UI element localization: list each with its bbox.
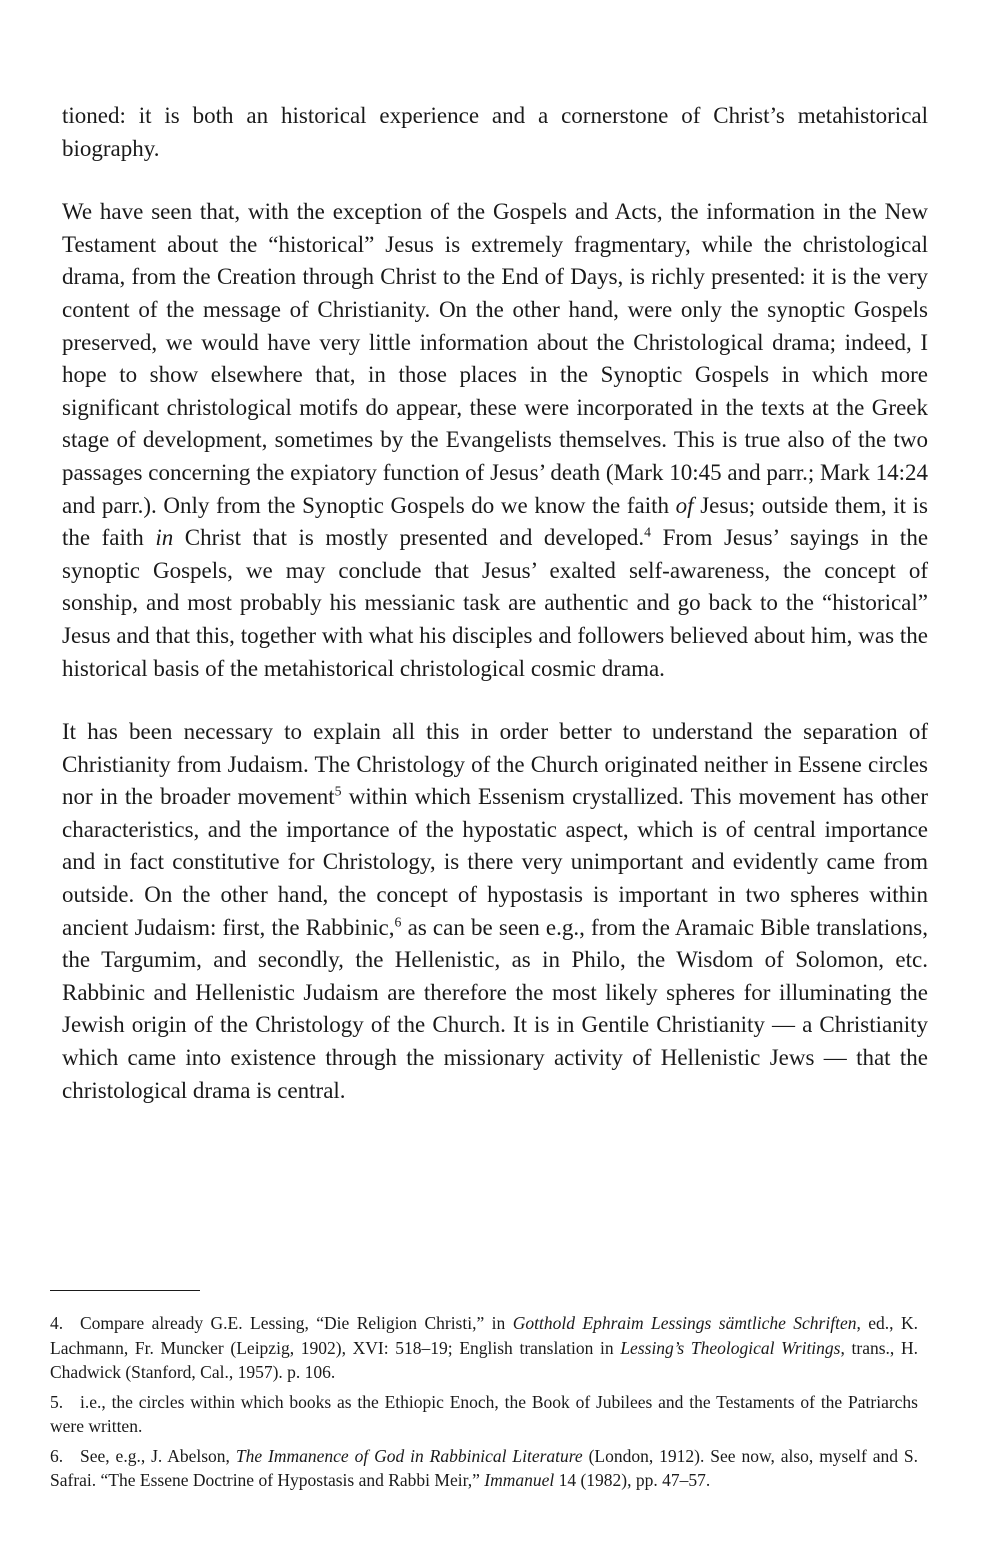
paragraph-3-text-c: as can be seen e.g., from the Aramaic Bible translations, the Targumim, and secondly, the Hellenistic, as in Philo, the Wisdom of Solomon, etc. Rabbinic and Hellenistic Judaism are therefore the most likely spheres for illuminating the Jewish origin of the Christology of the Church. It is in Gentile Christianity — a Christianity which came into existence through the missionary activity of Hellenistic Jews — that the christological drama is central. [62,914,929,1103]
footnote-text: , trans., H. Chadwick (Stanford, Cal., 1957). p. 106. [50,1337,919,1382]
footnote-text: i.e., the circles within which books as the Ethiopic Enoch, the Book of Jubilees and the Testaments of the Patriarchs were written. [50,1391,918,1436]
footnote-ref-6: 6 [394,914,402,929]
paragraph-3 [62,716,928,1107]
footnote-number: 4. [50,1313,64,1333]
main-text [62,100,928,1107]
footnote-text: See, e.g., J. Abelson, [80,1445,230,1466]
footnote-title: The Immanence of God in Rabbinical Literature [235,1445,583,1466]
paragraph-3-text-b: within which Essenism crystallized. This movement has other characteristics, and the importance of the hypostatic aspect, which is of central importance and in fact constitutive for Christology, is there very unimportant and evidently came from outside. On the other hand, the concept of hypostasis is important in two spheres within ancient Judaism: first, the Rabbinic, [62,784,928,940]
footnotes [50,1311,918,1498]
footnote-number: 6. [50,1445,64,1466]
paragraph-2 [62,196,928,685]
footnote-title: Lessing’s Theological Writings [620,1337,841,1358]
footnote-title: Gotthold Ephraim Lessings sämtliche Schriften [512,1313,857,1333]
paragraph-3-text-a: It has been necessary to explain all this in order better to understand the separation of Christianity from Judaism. The Christology of the Church originated neither in Essene circles nor in the broader movement [62,719,928,810]
italic-in: in [155,525,174,551]
footnote-number: 5. [50,1391,64,1412]
paragraph-2-text-a: We have seen that, with the exception of the Gospels and Acts, the information in the New Testament about the “historical” Jesus is extremely fragmentary, while the christological drama, from the Creation through Christ to the End of Days, is richly presented: it is the very content of the message of Christianity. On the other hand, were only the synoptic Gospels preserved, we would have very little information about the Christological drama; indeed, I hope to show elsewhere that, in those places in the Synoptic Gospels in which more significant christological motifs do appear, these were incorporated in the texts at the Greek stage of development, sometimes by the Evangelists themselves. This is true also of the two passages concerning the expiatory function of Jesus’ death (Mark 10:45 and parr.; Mark 14:24 and parr.). Only from the Synoptic Gospels do we know the faith [62,199,928,518]
footnote-ref-4: 4 [644,524,652,540]
footnote-text: 14 (1982), pp. 47–57. [558,1470,711,1490]
footnote-text: (London, 1912). See now, also, myself and S. Safrai. “The Essene Doctrine of Hypostasis and Rabbi Meir,” [50,1445,919,1490]
footnote-5 [50,1390,918,1439]
footnote-text: , ed., K. Lachmann, Fr. Muncker (Leipzig, 1902), XVI: 518–19; English translation in [50,1313,918,1358]
footnote-ref-5: 5 [334,783,342,799]
paragraph-2-text-c: Christ that is mostly presented and developed. [184,525,645,551]
footnote-4 [50,1311,918,1385]
paragraph-2-text-d: From Jesus’ sayings in the synoptic Gospels, we may conclude that Jesus’ exalted self-awareness, the concept of sonship, and most probably his messianic task are authentic and go back to the “historical” Jesus and that this, together with what his disciples and followers believed about him, was the historical basis of the metahistorical christological cosmic drama. [62,525,929,681]
footnote-text: Compare already G.E. Lessing, “Die Religion Christi,” in [80,1313,506,1333]
footnote-divider [50,1290,200,1291]
paragraph-2-text-b: Jesus; outside them, it is the faith [62,492,929,551]
footnote-6 [50,1444,918,1493]
paragraph-continued: tioned: it is both an historical experience and a cornerstone of Christ’s metahistorical biography. [62,103,928,161]
italic-of: of [675,492,694,518]
footnote-title: Immanuel [484,1470,555,1490]
